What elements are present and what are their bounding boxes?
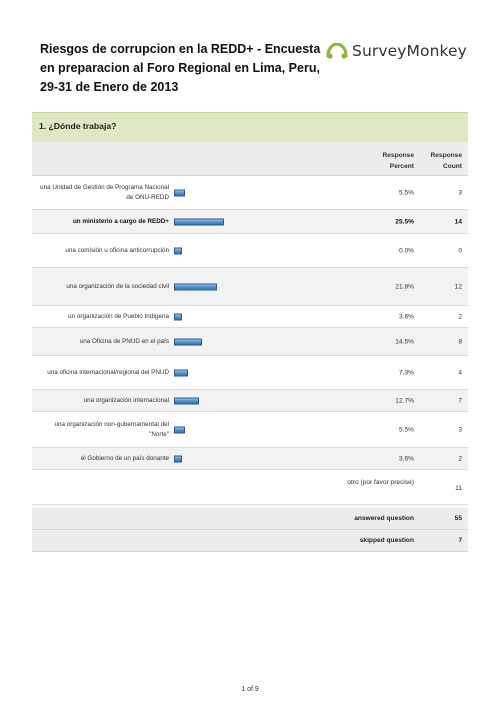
response-bar: [174, 283, 217, 290]
response-percent: 0.0%: [398, 247, 414, 254]
response-count: 2: [458, 313, 462, 320]
survey-title: Riesgos de corrupcion en la REDD+ - Encuesta en preparacion al Foro Regional en Lima, Peru, 29-31 de Enero de 2013: [40, 42, 321, 94]
response-count: 0: [458, 247, 462, 254]
response-bar: [174, 455, 182, 462]
response-count: 4: [458, 369, 462, 376]
answer-label: una Oficina de PNUD en el país: [79, 337, 169, 345]
answer-label: un ministerio a cargo de REDD+: [72, 217, 169, 225]
logo-text: SurveyMonkey: [352, 42, 467, 60]
table-header: [32, 142, 468, 176]
response-bar: [174, 369, 188, 376]
answer-label: una oficina internacional/regional del PNUD: [47, 368, 169, 376]
table-row: [32, 448, 468, 470]
table-row: [32, 390, 468, 412]
answered-label: answered question: [354, 515, 414, 522]
response-bar: [174, 338, 202, 345]
skipped-value: 7: [458, 537, 462, 544]
other-label: otro (por favor precise): [347, 479, 414, 486]
table-row: [32, 234, 468, 268]
response-percent: 25.5%: [395, 218, 414, 225]
answered-question-row: [32, 508, 468, 530]
response-percent: 5.5%: [398, 189, 414, 196]
answer-label: una organización de la sociedad civil: [66, 282, 169, 290]
answer-label: un organización de Pueblo Indígena: [68, 312, 169, 320]
monkey-logo-icon: [326, 43, 348, 59]
response-count: 14: [454, 218, 462, 225]
header-text: Count: [442, 163, 462, 170]
question-header: [32, 112, 468, 142]
skipped-question-row: [32, 530, 468, 552]
page-indicator: 1 of 9: [241, 686, 259, 693]
other-row: [32, 470, 468, 505]
response-count: 2: [458, 455, 462, 462]
response-bar: [174, 397, 199, 404]
response-bar: [174, 189, 185, 196]
response-count: 3: [458, 189, 462, 196]
response-count: 3: [458, 426, 462, 433]
response-percent: 3.6%: [398, 313, 414, 320]
question-label: 1. ¿Dónde trabaja?: [39, 121, 117, 131]
table-row: [32, 328, 468, 356]
response-bar: [174, 426, 185, 433]
response-bar: [174, 247, 182, 254]
table-row: [32, 412, 468, 448]
surveymonkey-logo: [326, 40, 467, 62]
answer-label: una organización non-gubernamental del "Norte": [54, 420, 169, 438]
response-percent: 7.3%: [398, 369, 414, 376]
answer-label: una Unidad de Gestión de Programa Nacional de ONU-REDD: [40, 183, 169, 201]
header-text: Response: [430, 152, 462, 159]
answered-value: 55: [454, 515, 462, 522]
response-count: 7: [458, 397, 462, 404]
response-bar: [174, 218, 224, 225]
table-row: [32, 176, 468, 210]
answer-label: una organización internacional: [83, 396, 169, 404]
response-count: 12: [454, 283, 462, 290]
response-count-header: [430, 150, 462, 172]
response-count: 8: [458, 338, 462, 345]
skipped-label: skipped question: [359, 537, 414, 544]
response-percent: 21.8%: [395, 283, 414, 290]
answer-label: una comisión u oficina anticorrupción: [65, 246, 169, 254]
answer-label: el Gobierno de un país donante: [80, 454, 169, 462]
table-row: [32, 306, 468, 328]
response-percent: 14.5%: [395, 338, 414, 345]
response-percent-header: [382, 150, 414, 172]
response-percent: 12.7%: [395, 397, 414, 404]
response-percent: 3.6%: [398, 455, 414, 462]
other-count: 11: [455, 485, 462, 492]
table-row: [32, 268, 468, 306]
table-row: [32, 210, 468, 234]
header-text: Response: [382, 152, 414, 159]
response-bar: [174, 313, 182, 320]
header-text: Percent: [389, 163, 414, 170]
table-row: [32, 356, 468, 390]
response-percent: 5.5%: [398, 426, 414, 433]
